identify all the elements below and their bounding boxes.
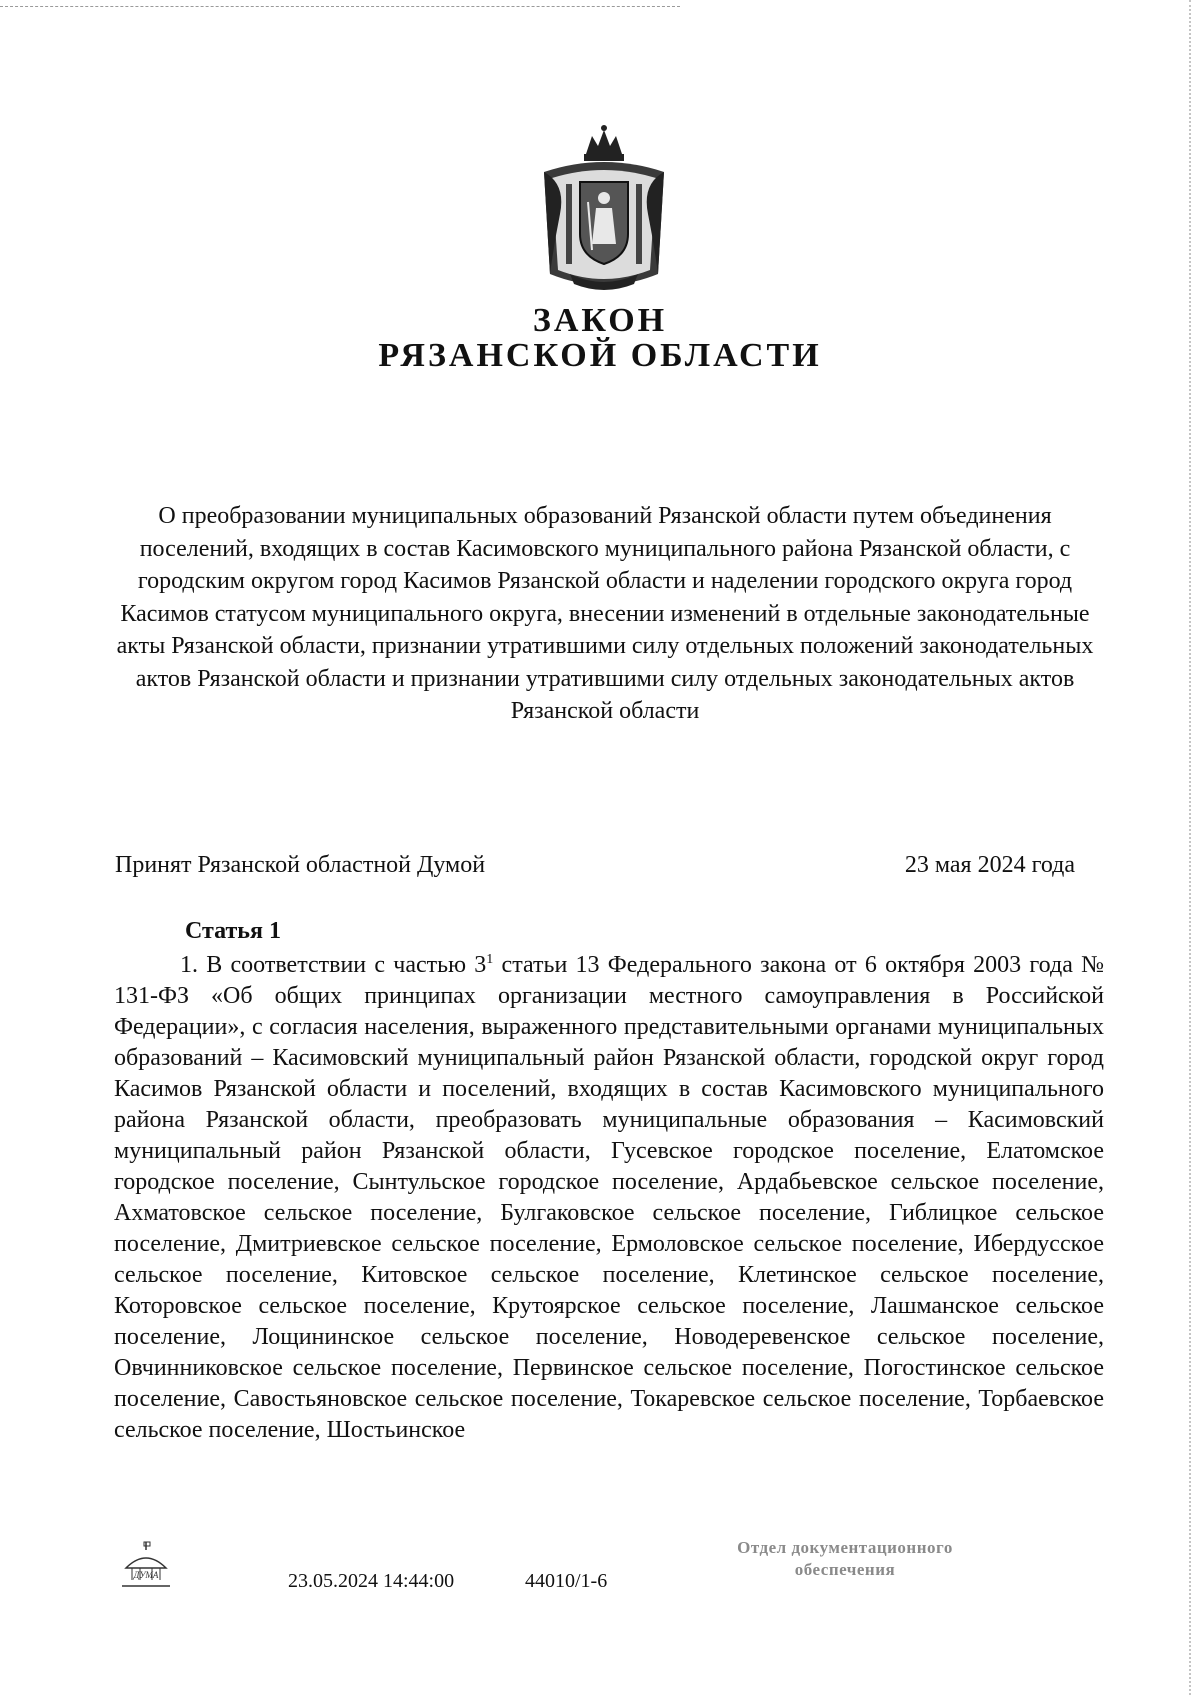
article-body-start: 1. В соответствии с частью 3 <box>180 952 487 978</box>
footer-reg-number: 44010/1-6 <box>525 1570 608 1592</box>
scan-edge-right <box>1189 0 1191 1695</box>
duma-logo-text: ДУМА <box>133 1570 159 1580</box>
department-stamp <box>695 1537 995 1581</box>
stamp-line-2: обеспечения <box>794 1560 896 1579</box>
article-title: Статья 1 <box>185 918 281 944</box>
coat-of-arms-icon <box>536 124 672 294</box>
article-body-superscript: 1 <box>486 952 494 967</box>
article-body-rest: статьи 13 Федерального закона от 6 октября 2003 года № 131-ФЗ «Об общих принципах организации местного самоуправления в Российской Федерации», с согласия населения, выраженного представительными органами муниципальных образований – Касимовский муниципальный район Рязанской области, городской округ город Касимов Рязанской области и поселений, входящих в состав Касимовского муниципального района Рязанской области, преобразовать муниципальные образования – Касимовский муниципальный район Рязанской области, Гусевское городское поселение, Елатомское городское поселение, Сынтульское городское поселение, Ардабьевское сельское поселение, Ахматовское сельское поселение, Булгаковское сельское поселение, Гиблицкое сельское поселение, Дмитриевское сельское поселение, Ермоловское сельское поселение, Ибердусское сельское поселение, Китовское сельское поселение, Клетинское сельское поселение, Которовское сельское поселение, Крутоярское сельское поселение, Лашманское сельское поселение, Лощининское сельское поселение, Новодеревенское сельское поселение, Овчинниковское сельское поселение, Первинское сельское поселение, Погостинское сельское поселение, Савостьяновское сельское поселение, Токаревское сельское поселение, Торбаевское сельское поселение, Шостьинское <box>114 952 1105 1443</box>
article-body <box>114 950 1104 1446</box>
adopted-date: 23 мая 2024 года <box>904 852 1075 878</box>
scan-edge-top <box>0 6 680 7</box>
footer-timestamp: 23.05.2024 14:44:00 <box>288 1570 455 1592</box>
law-region-title: РЯЗАНСКОЙ ОБЛАСТИ <box>378 337 822 374</box>
adopted-by: Принят Рязанской областной Думой <box>115 852 486 878</box>
law-title: ЗАКОН <box>532 302 668 339</box>
law-subject: О преобразовании муниципальных образований Рязанской области путем объединения поселений, входящих в состав Касимовского муниципального района Рязанской области, с городским округом город Касимов Рязанской области и наделении городского округа город Касимов статусом муниципального округа, внесении изменений в отдельные законодательные акты Рязанской области, признании утратившими силу отдельных положений законодательных актов Рязанской области и признании утратившими силу отдельных законодательных актов Рязанской области <box>116 503 1094 724</box>
stamp-line-1: Отдел документационного <box>737 1538 953 1557</box>
duma-logo-icon <box>118 1540 174 1590</box>
